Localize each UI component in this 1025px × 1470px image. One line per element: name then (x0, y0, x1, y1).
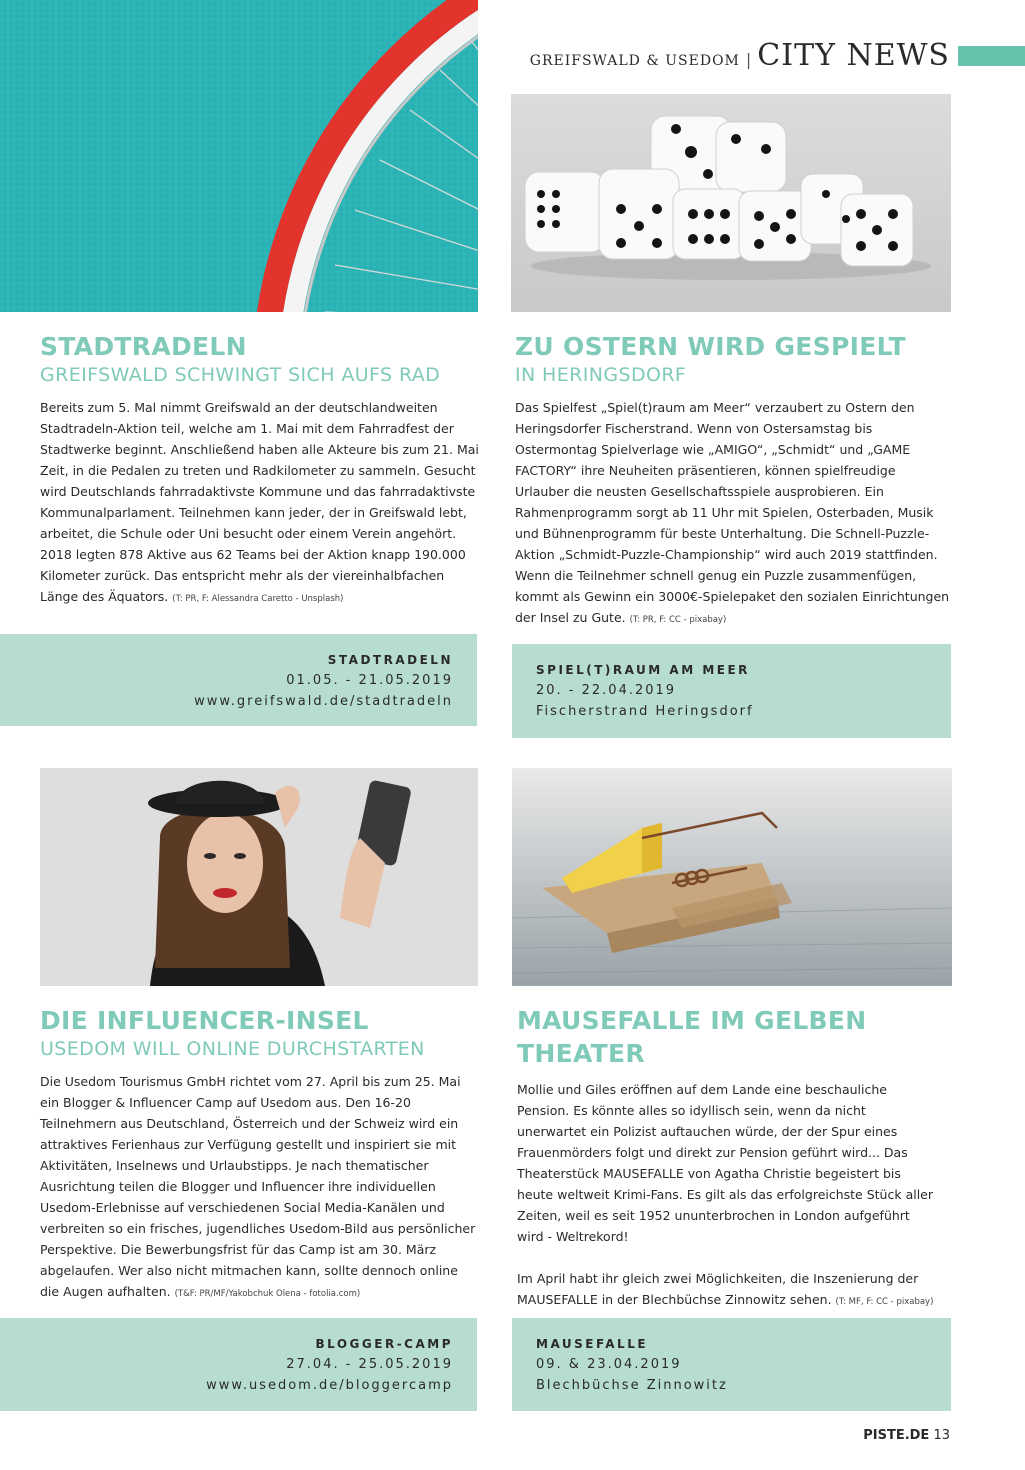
dice-photo (511, 94, 951, 312)
article-credit: (T&F: PR/MF/Yakobchuk Olena - fotolia.com) (174, 1289, 361, 1299)
page-header (510, 38, 950, 78)
info-date: 01.05. - 21.05.2019 (286, 673, 453, 688)
info-title: SPIEL(T)RAUM AM MEER (536, 663, 750, 677)
info-date: 09. & 23.04.2019 (536, 1357, 682, 1372)
article-body-text: Das Spielfest „Spiel(t)raum am Meer“ verzaubert zu Ostern den Heringsdorfer Fischerstrand. Wenn von Ostersamstag bis Ostermontag Spielverlage wie „AMIGO“, „Schmidt“ und „GAME FACTORY“ ihre Neuheiten präsentieren, können spielfreudige Urlauber die neusten Gesellschaftsspiele ausprobieren. Ein Rahmenprogramm sorgt ab 11 Uhr mit Spielen, Osterbaden, Musik und Bühnenprogramm für beste Unterhaltung. Die Schnell-Puzzle-Aktion „Schmidt-Puzzle-Championship“ wird auch 2019 stattfinden. Wenn die Teilnehmer schnell genug ein Puzzle zusammenfügen, kommt als Gewinn ein 3000€-Spielepaket den sozialen Einrichtungen der Insel zu Gute. (515, 400, 950, 625)
info-url: www.greifswald.de/stadtradeln (194, 694, 453, 709)
info-box-bloggercamp (0, 1318, 477, 1411)
page-footer (820, 1428, 950, 1443)
header-region: GREIFSWALD & USEDOM (529, 53, 740, 69)
article-body: Mollie und Giles eröffnen auf dem Lande eine beschauliche Pension. Es könnte alles so idyllisch sein, wenn da nicht unerwartet ein Polizist auftauchen würde, der der Spur eines Frauenmörders folgt und direkt zur Pension geführt wird... Das Theaterstück MAUSEFALLE von Agatha Christie begeistert bis heute weltweit Krimi-Fans. Es gilt als das erfolgreichste Stück aller Zeiten, weil es seit 1952 ununterbrochen in London aufgeführt wird - Weltrekord! (517, 1082, 934, 1244)
article-body (515, 397, 950, 631)
info-location: Fischerstrand Heringsdorf (536, 704, 754, 719)
info-box-mausefalle (512, 1318, 951, 1411)
bicycle-wheel-photo (0, 0, 478, 312)
article-body-text: Bereits zum 5. Mal nimmt Greifswald an der deutschlandweiten Stadtradeln-Aktion teil, welche am 1. Mai mit dem Fahrradfest der Stadtwerke beginnt. Anschließend haben alle Akteure bis zum 21. Mai Zeit, in die Pedalen zu treten und Radkilometer zu sammeln. Gesucht wird Deutschlands fahrradaktivste Kommune und das fahrradaktivste Kommunalparlament. Teilnehmen kann jeder, der in Greifswald lebt, arbeitet, die Schule oder Uni besucht oder einem Verein angehört. 2018 legten 878 Aktive aus 62 Teams bei der Aktion knapp 190.000 Kilometer zurück. Das entspricht mehr als der viereinhalbfachen Länge des Äquators. (40, 400, 479, 604)
header-accent-bar (958, 46, 1025, 66)
header-separator: | (745, 50, 752, 69)
article-headline: DIE INFLUENCER-INSEL (40, 1006, 369, 1035)
info-url: www.usedom.de/bloggercamp (206, 1378, 453, 1393)
info-box-stadtradeln (0, 634, 477, 726)
article-credit: (T: PR, F: Alessandra Caretto - Unsplash) (172, 594, 344, 604)
article-ostern (515, 330, 950, 631)
article-headline: MAUSEFALLE IM GELBEN THEATER (517, 1006, 867, 1068)
article-body (40, 1071, 480, 1305)
article-stadtradeln (40, 330, 480, 610)
article-influencer (40, 1004, 480, 1305)
article-headline: ZU OSTERN WIRD GESPIELT (515, 332, 907, 361)
mousetrap-cheese-photo (512, 768, 952, 986)
article-credit: (T: MF, F: CC - pixabay) (835, 1297, 934, 1307)
info-title: BLOGGER-CAMP (315, 1337, 453, 1351)
info-title: STADTRADELN (327, 653, 453, 667)
header-section: CITY NEWS (757, 38, 950, 73)
article-subhead: IN HERINGSDORF (515, 364, 687, 386)
info-date: 27.04. - 25.05.2019 (286, 1357, 453, 1372)
article-subhead: USEDOM WILL ONLINE DURCHSTARTEN (40, 1038, 425, 1060)
info-date: 20. - 22.04.2019 (536, 683, 677, 698)
article-subhead: GREIFSWALD SCHWINGT SICH AUFS RAD (40, 364, 441, 386)
info-title: MAUSEFALLE (536, 1337, 649, 1351)
info-location: Blechbüchse Zinnowitz (536, 1378, 728, 1393)
article-body-text: Die Usedom Tourismus GmbH richtet vom 27. April bis zum 25. Mai ein Blogger & Influencer Camp auf Usedom aus. Den 16-20 Teilnehmern aus Deutschland, Österreich und der Schweiz wird ein attraktives Ferienhaus zur Verfügung gestellt und inspiriert sie mit Aktivitäten, Inselnews und Urlaubstipps. Je nach thematischer Ausrichtung teilen die Blogger und Influencer ihre individuellen Usedom-Erlebnisse auf verschiedenen Social Media-Kanälen und verbreiten so ein frisches, jugendliches Usedom-Bild aus persönlicher Perspektive. Die Bewerbungsfrist für das Camp ist am 30. März abgelaufen. Wer also nicht mitmachen kann, sollte dennoch online die Augen aufhalten. (40, 1074, 476, 1299)
article-body-text: Im April habt ihr gleich zwei Möglichkeiten, die Inszenierung der MAUSEFALLE in der Blechbüchse Zinnowitz sehen. (517, 1271, 919, 1307)
selfie-woman-photo (40, 768, 478, 986)
article-mausefalle (517, 1004, 937, 1313)
article-headline: STADTRADELN (40, 332, 247, 361)
footer-site: PISTE.DE (863, 1428, 930, 1443)
info-box-spieltraum (512, 644, 951, 738)
article-body (40, 397, 480, 610)
article-credit: (T: PR, F: CC - pixabay) (629, 615, 727, 625)
page-number: 13 (933, 1428, 950, 1443)
article-body-second (517, 1268, 937, 1313)
